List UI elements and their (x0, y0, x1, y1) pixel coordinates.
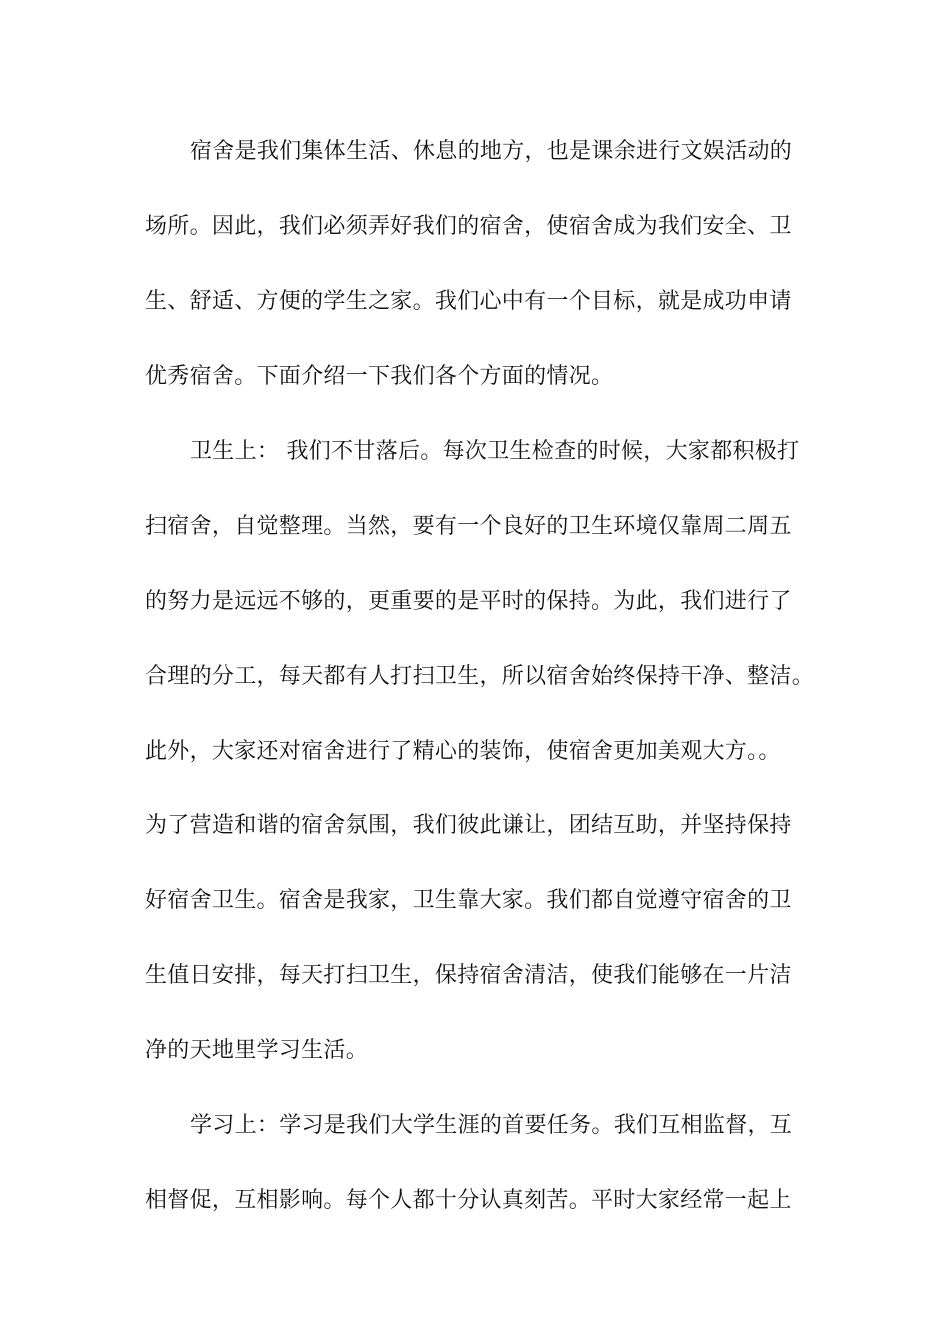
paragraph-line: 生值日安排，每天打扫卫生，保持宿舍清洁，使我们能够在一片洁 (145, 963, 792, 988)
paragraph-line: 相督促，互相影响。每个人都十分认真刻苦。平时大家经常一起上 (145, 1188, 792, 1213)
paragraph-line: 学习上：学习是我们大学生涯的首要任务。我们互相监督，互 (190, 1113, 793, 1138)
paragraph-line: 的努力是远远不够的，更重要的是平时的保持。为此，我们进行了 (145, 589, 792, 614)
paragraph-line: 好宿舍卫生。宿舍是我家，卫生靠大家。我们都自觉遵守宿舍的卫 (145, 888, 792, 913)
paragraph-line: 卫生上： 我们不甘落后。每次卫生检查的时候，大家都积极打 (190, 439, 800, 464)
paragraph-line: 为了营造和谐的宿舍氛围，我们彼此谦让，团结互助，并坚持保持 (145, 813, 792, 838)
paragraph-line: 场所。因此，我们必须弄好我们的宿舍，使宿舍成为我们安全、卫 (145, 214, 792, 239)
paragraph-line: 扫宿舍，自觉整理。当然，要有一个良好的卫生环境仅靠周二周五 (145, 514, 792, 539)
paragraph-line: 优秀宿舍。下面介绍一下我们各个方面的情况。 (145, 364, 614, 389)
paragraph-line: 宿舍是我们集体生活、休息的地方，也是课余进行文娱活动的 (190, 139, 793, 164)
paragraph-line: 此外，大家还对宿舍进行了精心的装饰，使宿舍更加美观大方。。 (145, 739, 781, 764)
paragraph-line: 生、舒适、方便的学生之家。我们心中有一个目标，就是成功申请 (145, 289, 792, 314)
paragraph-line: 净的天地里学习生活。 (145, 1038, 369, 1063)
paragraph-line: 合理的分工，每天都有人打扫卫生，所以宿舍始终保持干净、整洁。 (145, 664, 815, 689)
